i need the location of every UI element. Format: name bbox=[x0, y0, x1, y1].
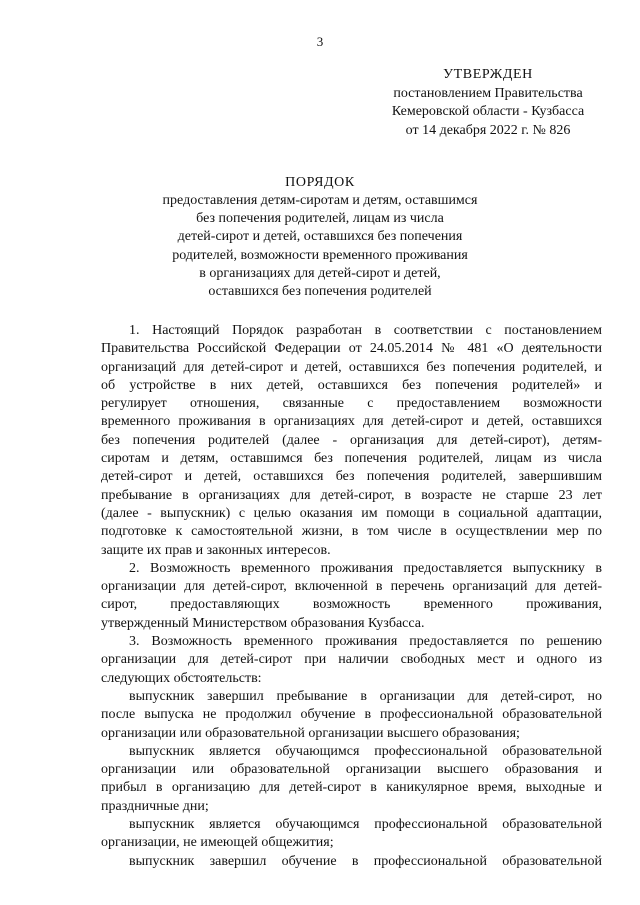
paragraph-p7 bbox=[101, 853, 602, 871]
paragraph-line: детей-сирот и детей, оставшихся без попечения родителей, завершившим bbox=[101, 469, 602, 485]
paragraph-line: праздничные дни; bbox=[101, 798, 209, 814]
approval-line: Кемеровской области - Кузбасса bbox=[391, 104, 585, 119]
paragraph-line: подготовке к самостоятельной жизни, в том числе в осуществлении мер по bbox=[101, 524, 602, 540]
paragraph-line: организаций для детей-сирот и детей, оставшихся без попечения родителей, и bbox=[101, 359, 602, 375]
paragraph-line: 1. Настоящий Порядок разработан в соответствии с постановлением bbox=[129, 323, 602, 338]
paragraph-line: Правительства Российской Федерации от 24.05.2014 № 481 «О деятельности bbox=[101, 341, 602, 357]
paragraph-line: после выпуска не продолжил обучение в профессиональной образовательной bbox=[101, 707, 602, 723]
paragraph-line: прибыл в организацию для детей-сирот в каникулярное время, выходные и bbox=[101, 780, 602, 796]
paragraph-p1 bbox=[101, 322, 602, 560]
paragraph-line: следующих обстоятельств: bbox=[101, 670, 262, 686]
paragraph-line: об устройстве в них детей, оставшихся без попечения родителей» и bbox=[101, 377, 602, 393]
approval-stamp bbox=[366, 66, 610, 140]
paragraph-line: защите их прав и законных интересов. bbox=[101, 542, 331, 558]
subtitle-line: детей-сирот и детей, оставшихся без попечения bbox=[177, 229, 463, 245]
paragraph-line: организации, не имеющей общежития; bbox=[101, 835, 334, 851]
subtitle-line: родителей, возможности временного проживания bbox=[172, 247, 468, 263]
paragraph-line: (далее - выпускник) с целью оказания им помощи в социальной адаптации, bbox=[101, 505, 602, 521]
paragraph-line: сиротам и детям, оставшимся без попечения родителей, лицам из числа bbox=[101, 451, 602, 467]
paragraph-line: выпускник завершил обучение в профессиональной образовательной bbox=[129, 853, 602, 869]
paragraph-p4 bbox=[101, 688, 602, 743]
paragraph-line: пребывание в организациях для детей-сирот, в возрасте не старше 23 лет bbox=[101, 487, 602, 503]
approval-line: от 14 декабря 2022 г. № 826 bbox=[405, 122, 571, 138]
approval-line: постановлением Правительства bbox=[393, 85, 583, 101]
paragraph-p3 bbox=[101, 633, 602, 688]
subtitle-line: предоставления детям-сиротам и детям, оставшимся bbox=[162, 193, 478, 208]
paragraph-line: выпускник завершил пребывание в организации для детей-сирот, но bbox=[129, 688, 602, 704]
paragraph-line: без попечения родителей (далее - организация для детей-сирот), детям- bbox=[101, 432, 602, 448]
paragraph-line: сирот, предоставляющих возможность временного проживания, bbox=[101, 597, 602, 613]
paragraph-p6 bbox=[101, 816, 602, 853]
document-subtitle bbox=[0, 192, 640, 301]
paragraph-line: организации или образовательной организации высшего образования; bbox=[101, 725, 520, 741]
paragraph-line: временного проживания в организациях для детей-сирот и детей, оставшихся bbox=[101, 414, 602, 430]
document-body bbox=[101, 322, 602, 871]
paragraph-line: организации или образовательной организации высшего образования и bbox=[101, 762, 602, 778]
page-number: 3 bbox=[316, 34, 324, 49]
paragraph-line: выпускник является обучающимся профессиональной образовательной bbox=[129, 817, 602, 833]
paragraph-line: организации для детей-сирот, включенной в перечень организаций для детей- bbox=[101, 579, 602, 595]
paragraph-line: утвержденный Министерством образования Кузбасса. bbox=[101, 615, 425, 631]
paragraph-line: 3. Возможность временного проживания предоставляется по решению bbox=[129, 634, 602, 650]
approval-heading: УТВЕРЖДЕН bbox=[443, 67, 533, 82]
subtitle-line: оставшихся без попечения родителей bbox=[208, 284, 432, 300]
subtitle-line: в организациях для детей-сирот и детей, bbox=[199, 265, 441, 281]
paragraph-line: организации для детей-сирот при наличии свободных мест и одного из bbox=[101, 652, 602, 668]
subtitle-line: без попечения родителей, лицам из числа bbox=[196, 211, 444, 227]
paragraph-p5 bbox=[101, 743, 602, 816]
paragraph-p2 bbox=[101, 560, 602, 633]
paragraph-line: 2. Возможность временного проживания предоставляется выпускнику в bbox=[129, 560, 602, 576]
document-title: ПОРЯДОК bbox=[285, 175, 355, 190]
paragraph-line: выпускник является обучающимся профессиональной образовательной bbox=[129, 743, 602, 759]
paragraph-line: регулирует отношения, связанные с предоставлением возможности bbox=[101, 396, 602, 412]
